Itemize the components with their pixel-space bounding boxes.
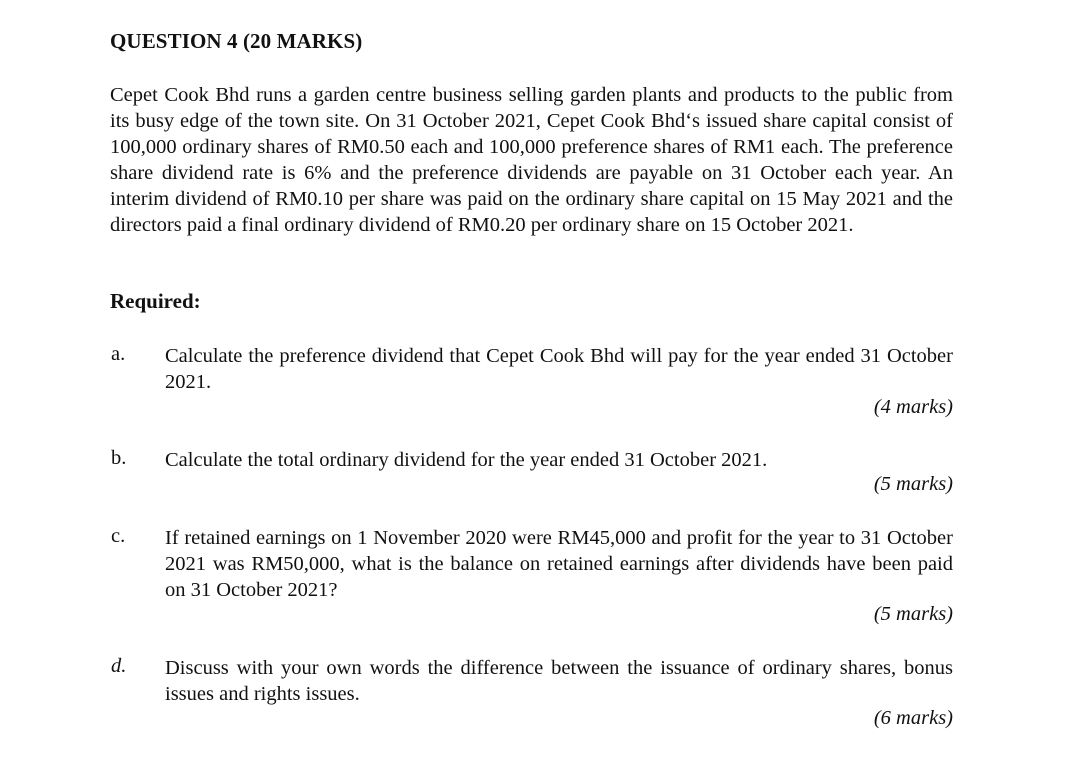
part-b-text: Calculate the total ordinary dividend for the year ended 31 October 2021.	[165, 449, 768, 471]
question-heading: QUESTION 4 (20 MARKS)	[110, 29, 363, 53]
part-a-marks: (4 marks)	[873, 396, 953, 418]
part-a-text: Calculate the preference dividend that Cepet Cook Bhd will pay for the year ended 31 October 2021.	[165, 345, 953, 393]
part-d-text: Discuss with your own words the difference between the issuance of ordinary shares, bonus issues and rights issues.	[165, 657, 953, 705]
part-a-label: a.	[111, 343, 126, 365]
part-b-marks: (5 marks)	[873, 473, 953, 495]
part-b-label: b.	[111, 447, 127, 469]
question-intro-paragraph: Cepet Cook Bhd runs a garden centre business selling garden plants and products to the public from its busy edge of the town site. On 31 October 2021, Cepet Cook Bhd‘s issued share capital consist of 100,000 ordinary shares of RM0.50 each and 100,000 preference shares of RM1 each. The preference share dividend rate is 6% and the preference dividends are payable on 31 October each year. An interim dividend of RM0.10 per share was paid on the ordinary share capital on 15 May 2021 and the directors paid a final ordinary dividend of RM0.20 per ordinary share on 15 October 2021.	[110, 84, 953, 236]
part-d-marks: (6 marks)	[873, 707, 953, 729]
required-label: Required:	[110, 289, 201, 313]
part-d-label: d.	[111, 655, 127, 677]
part-c-text: If retained earnings on 1 November 2020 were RM45,000 and profit for the year to 31 October 2021 was RM50,000, what is the balance on retained earnings after dividends have been paid on 31 October 2021?	[165, 527, 953, 601]
part-c-label: c.	[111, 525, 126, 547]
part-c-marks: (5 marks)	[873, 603, 953, 625]
